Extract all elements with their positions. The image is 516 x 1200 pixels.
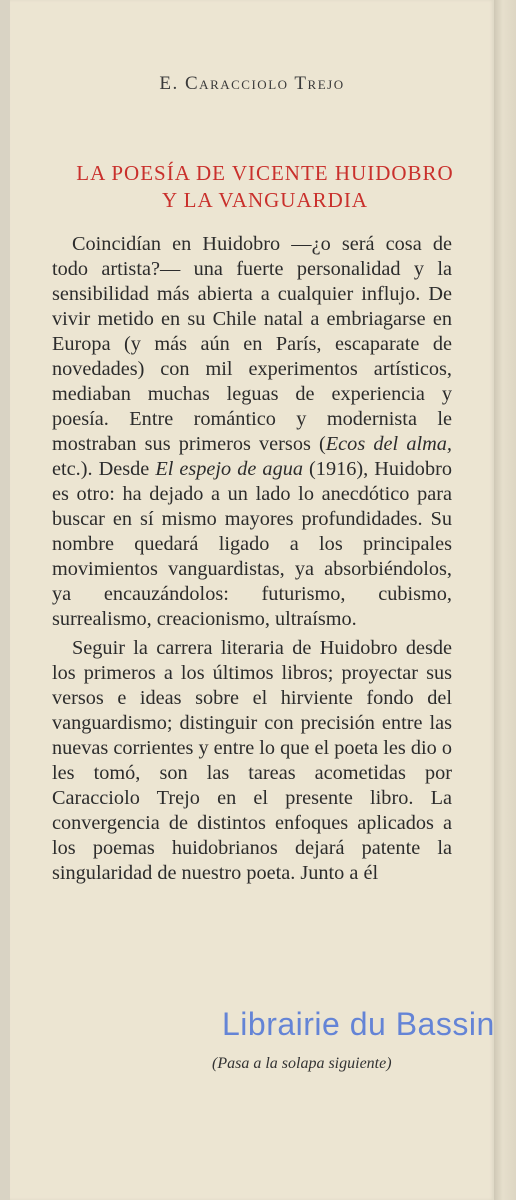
paragraph-2: Seguir la carrera literaria de Huidobro desde los primeros a los últimos libros; proyectar sus versos e ideas sobre el hirviente fondo del vanguardismo; distinguir con precisión entre las nuevas corrientes y entre lo que el poeta les dio o les tomó, son las tareas acometidas por Caracciolo Trejo en el presente libro. La convergencia de distintos enfoques aplicados a los poemas huidobrianos dejará patente la singularidad de nuestro poeta. Junto a él bbox=[52, 637, 452, 884]
author-name: E. Caracciolo Trejo bbox=[159, 73, 345, 94]
paragraph-1-part-2: etc.). Desde bbox=[52, 458, 156, 480]
flap-text bbox=[52, 232, 452, 886]
paragraph-1-italic-1: Ecos del alma, bbox=[325, 433, 452, 455]
paragraph-1-part-1: Coincidían en Huidobro —¿o será cosa de todo artista?— una fuerte personalidad y la sensibilidad más abierta a cualquier influjo. De vivir metido en su Chile natal a embriagarse en Europa (y más aún en París, escaparate de novedades) con mil experimentos artísticos, mediaban muchas leguas de experiencia y poesía. Entre romántico y modernista le mostraban sus primeros versos ( bbox=[52, 233, 452, 455]
title-line-2: Y LA VANGUARDIA bbox=[162, 188, 368, 212]
continuation-note: (Pasa a la solapa siguiente) bbox=[212, 1055, 392, 1072]
title-line-1: LA POESÍA DE VICENTE HUIDOBRO bbox=[76, 161, 454, 185]
watermark: Librairie du Bassin bbox=[222, 1006, 495, 1042]
paragraph-1 bbox=[52, 232, 452, 632]
paragraph-1-italic-2: El espejo de agua bbox=[155, 458, 303, 480]
book-title bbox=[30, 160, 500, 214]
paragraph-1-part-3: (1916), Huidobro es otro: ha dejado a un lado lo anecdótico para buscar en sí mismo mayores profundidades. Su nombre quedará ligado a los principales movimientos vanguardistas, ya absorbiéndolos, ya encauzándolos: futurismo, cubismo, surrealismo, creacionismo, ultraísmo. bbox=[52, 458, 452, 630]
